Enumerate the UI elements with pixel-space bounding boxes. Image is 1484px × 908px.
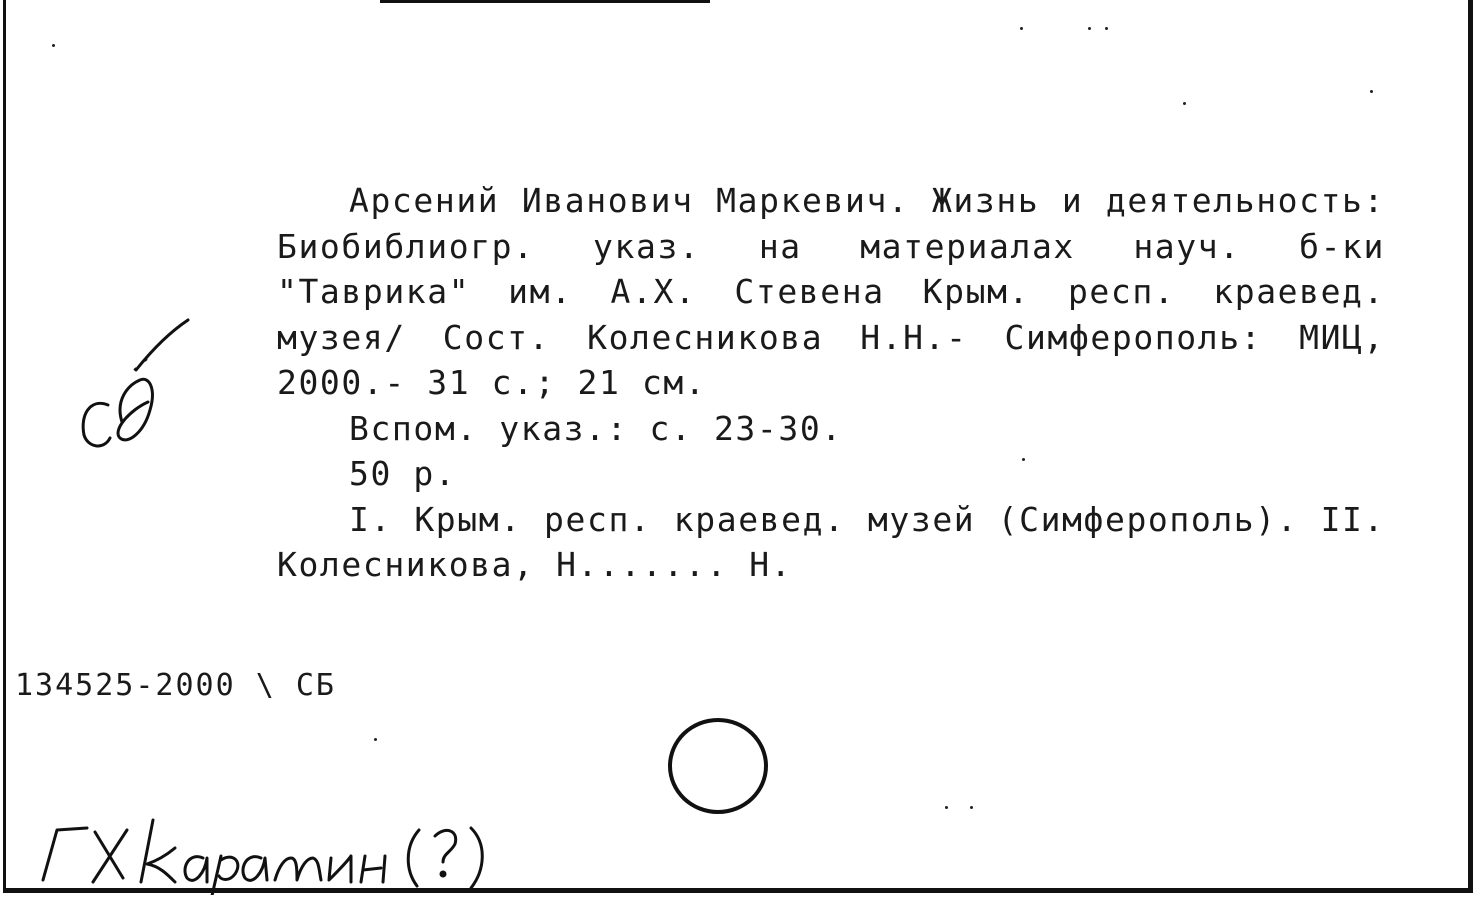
- entry-price: 50 р.: [349, 454, 457, 493]
- circle-stamp: [668, 718, 768, 814]
- scan-speck: [52, 44, 55, 47]
- scan-speck: [1183, 102, 1186, 105]
- entry-index-note: Вспом. указ.: с. 23-30.: [349, 408, 843, 448]
- scan-speck: [1020, 27, 1023, 30]
- handwritten-sb-mark: [70, 310, 200, 460]
- scan-speck: [1105, 27, 1108, 30]
- scan-speck: [970, 806, 973, 809]
- scan-speck: [1370, 90, 1373, 93]
- scan-speck: [1088, 27, 1091, 30]
- call-number: 134525-2000 \ СБ: [15, 668, 336, 703]
- scan-speck: [374, 738, 377, 741]
- handwritten-note: [35, 800, 535, 895]
- bibliographic-entry: [277, 178, 1385, 588]
- card-top-edge: [380, 0, 710, 3]
- entry-subject-headings: I. Крым. респ. краевед. музей (Симферополь). II. Колесникова, Н....... Н.: [277, 499, 1385, 584]
- scan-speck: [945, 806, 948, 809]
- entry-description: Арсений Иванович Маркевич. Жизнь и деятельность: Биобиблиогр. указ. на материалах науч. б-ки "Таврика" им. А.Х. Стевена Крым. респ. краевед. музея/ Сост. Колесникова Н.Н.- Симферополь: МИЦ, 2000.- 31 с.; 21 см.: [277, 181, 1385, 402]
